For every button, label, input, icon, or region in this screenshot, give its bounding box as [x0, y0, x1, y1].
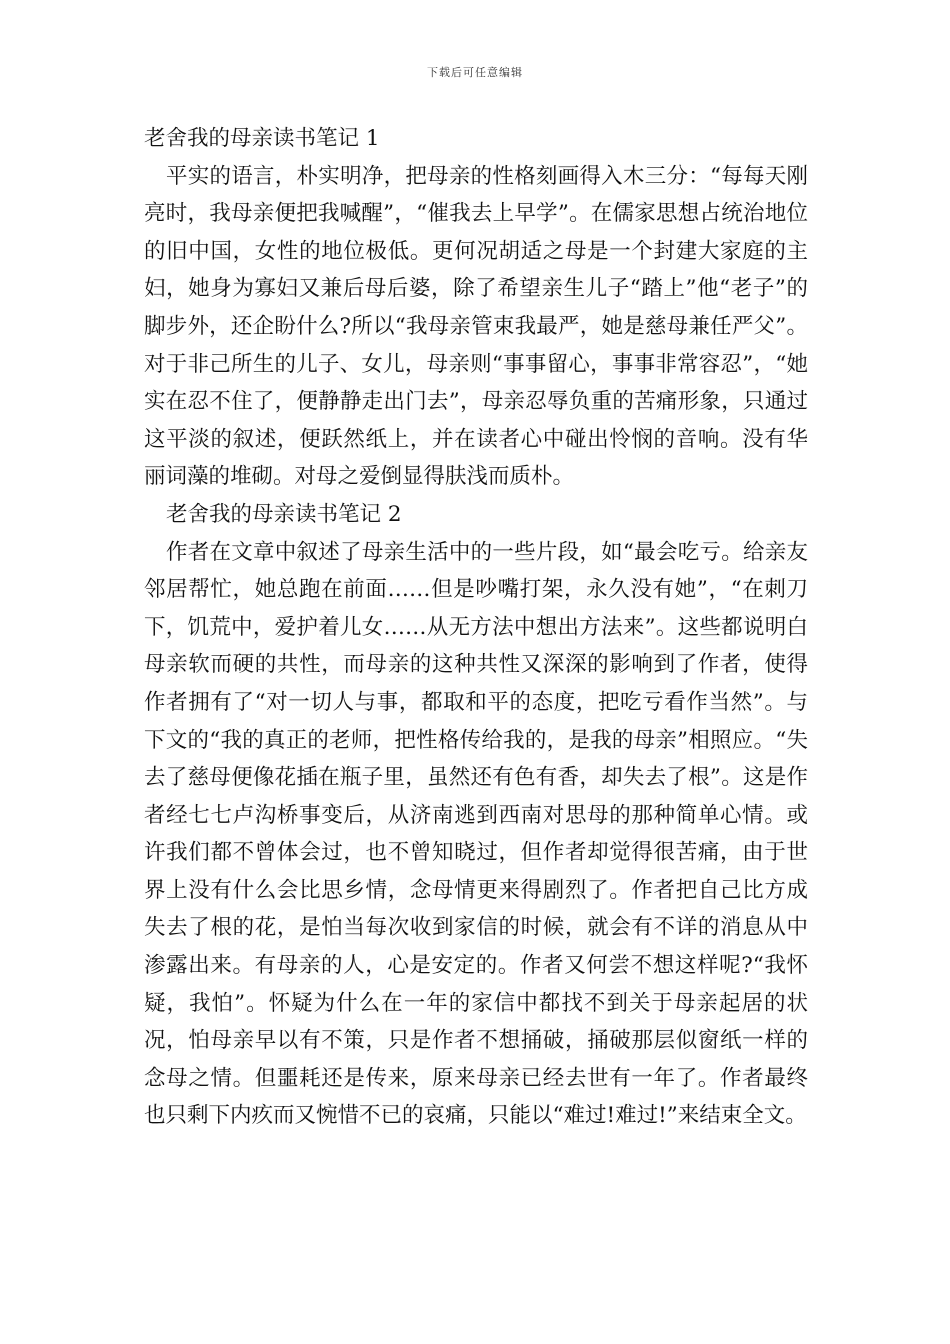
section-title-1: 老舍我的母亲读书笔记 1 [144, 126, 380, 151]
page-header: 下载后可任意编辑 [427, 66, 523, 79]
section-title-2: 老舍我的母亲读书笔记 2 [166, 501, 402, 527]
document-body [144, 120, 808, 1135]
section-paragraph-2: 作者在文章中叙述了母亲生活中的一些片段，如“最会吃亏。给亲友邻居帮忙，她总跑在前面……但是吵嘴打架，永久没有她”，“在刺刀下，饥荒中，爱护着儿女……从无方法中想出方法来”。这些都说明白母亲软而硬的共性，而母亲的这种共性又深深的影响到了作者，使得作者拥有了“对一切人与事，都取和平的态度，把吃亏看作当然”。与下文的“我的真正的老师，把性格传给我的，是我的母亲”相照应。“失去了慈母便像花插在瓶子里，虽然还有色有香，却失去了根”。这是作者经七七卢沟桥事变后，从济南逃到西南对思母的那种简单心情。或许我们都不曾体会过，也不曾知晓过，但作者却觉得很苦痛，由于世界上没有什么会比思乡情，念母情更来得剧烈了。作者把自己比方成失去了根的花，是怕当每次收到家信的时候，就会有不详的消息从中渗露出来。有母亲的人，心是安定的。作者又何尝不想这样呢?“我怀疑，我怕”。怀疑为什么在一年的家信中都找不到关于母亲起居的状况，怕母亲早以有不策，只是作者不想捅破，捅破那层似窗纸一样的念母之情。但噩耗还是传来，原来母亲已经去世有一年了。作者最终也只剩下内疚而又惋惜不已的哀痛，只能以“难过!难过!”来结束全文。 [144, 539, 808, 1129]
section-paragraph-1: 平实的语言，朴实明净，把母亲的性格刻画得入木三分：“每每天刚亮时，我母亲便把我喊醒”，“催我去上早学”。在儒家思想占统治地位的旧中国，女性的地位极低。更何况胡适之母是一个封建大家庭的主妇，她身为寡妇又兼后母后婆，除了希望亲生儿子“踏上”他“老子”的脚步外，还企盼什么?所以“我母亲管束我最严，她是慈母兼任严父”。对于非己所生的儿子、女儿，母亲则“事事留心，事事非常容忍”，“她实在忍不住了，便静静走出门去”，母亲忍辱负重的苦痛形象，只通过这平淡的叙述，便跃然纸上，并在读者心中碰出怜悯的音响。没有华丽词藻的堆砌。对母之爱倒显得肤浅而质朴。 [144, 163, 808, 490]
